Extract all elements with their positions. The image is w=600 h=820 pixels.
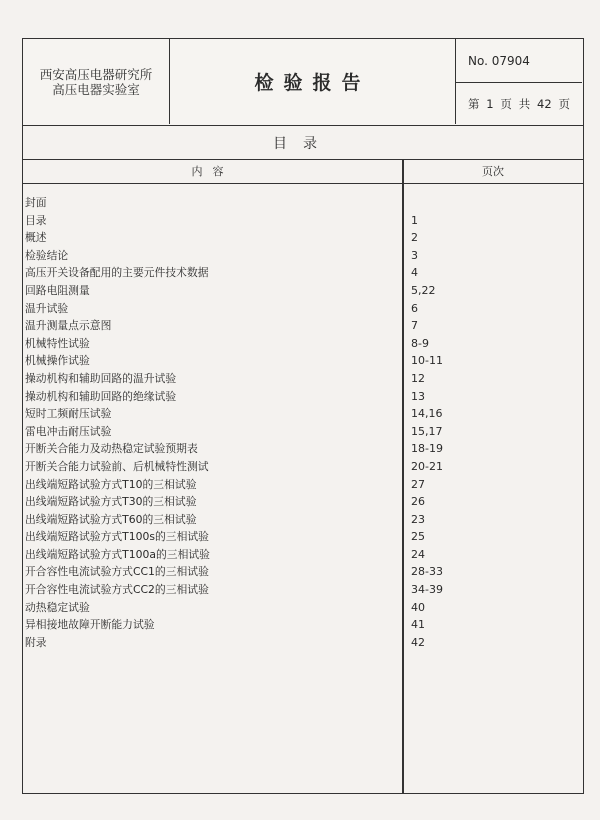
contents-row-page: 18-19 [411, 442, 443, 456]
contents-row-title: 开合容性电流试验方式CC2的三相试验 [25, 583, 209, 597]
organization-cell [23, 39, 170, 124]
column-page-header: 页次 [482, 165, 504, 178]
contents-row-page: 14,16 [411, 407, 443, 421]
contents-row [23, 405, 583, 423]
contents-row [23, 370, 583, 388]
contents-row-title: 封面 [25, 196, 47, 209]
contents-row [23, 423, 583, 441]
contents-row [23, 247, 583, 265]
contents-row-page: 34-39 [411, 583, 443, 597]
contents-row [23, 282, 583, 300]
contents-title: 目录 [23, 126, 583, 160]
contents-row-page: 27 [411, 477, 425, 491]
contents-row-page: 10-11 [411, 354, 443, 368]
contents-row-title: 出线端短路试验方式T30的三相试验 [25, 495, 197, 509]
contents-row [23, 317, 583, 335]
contents-row-page: 40 [411, 600, 425, 614]
contents-row-page: 26 [411, 495, 425, 509]
contents-row [23, 634, 583, 652]
contents-row-title: 出线端短路试验方式T100a的三相试验 [25, 547, 210, 561]
report-header [22, 38, 584, 126]
contents-row [23, 458, 583, 476]
contents-row [23, 546, 583, 564]
contents-row [23, 616, 583, 634]
contents-row-page: 25 [411, 530, 425, 544]
report-number: No. 07904 [456, 39, 582, 83]
contents-row-title: 短时工频耐压试验 [25, 407, 112, 421]
contents-row-page: 13 [411, 389, 425, 403]
contents-row [23, 212, 583, 230]
contents-row-title: 动热稳定试验 [25, 600, 90, 614]
contents-row [23, 493, 583, 511]
contents-row-page: 41 [411, 618, 425, 632]
page-total: 42 [537, 96, 552, 111]
contents-row [23, 599, 583, 617]
contents-rows [23, 194, 583, 651]
contents-row-title: 高压开关设备配用的主要元件技术数据 [25, 266, 209, 280]
contents-row [23, 440, 583, 458]
page-label-ye: 页 [500, 96, 512, 111]
contents-row [23, 528, 583, 546]
contents-row-page: 42 [411, 635, 425, 649]
contents-column-header [23, 160, 583, 184]
contents-row-title: 操动机构和辅助回路的温升试验 [25, 371, 177, 385]
contents-row [23, 229, 583, 247]
page-label-gong: 共 [518, 96, 531, 111]
contents-row-page: 6 [411, 301, 418, 315]
contents-row-title: 雷电冲击耐压试验 [25, 424, 112, 438]
contents-row-page: 23 [411, 512, 425, 526]
contents-row [23, 388, 583, 406]
page-label-di: 第 [468, 96, 480, 111]
contents-row [23, 511, 583, 529]
contents-row-page: 7 [411, 319, 418, 333]
contents-row-page: 2 [411, 231, 418, 245]
contents-row-page: 12 [411, 371, 425, 385]
page-current: 1 [486, 96, 494, 111]
contents-row-title: 异相接地故障开断能力试验 [25, 618, 155, 632]
contents-row-page: 1 [411, 213, 418, 227]
laboratory-name: 高压电器实验室 [52, 81, 140, 97]
contents-row-title: 出线端短路试验方式T100s的三相试验 [25, 530, 209, 544]
contents-row-title: 开断关合能力及动热稳定试验预期表 [25, 442, 198, 456]
page-indicator [456, 83, 582, 124]
contents-row [23, 264, 583, 282]
page-label-ye-2: 页 [558, 96, 570, 111]
contents-row-title: 出线端短路试验方式T60的三相试验 [25, 512, 197, 526]
column-content-header: 内容 [191, 165, 234, 178]
contents-row-page: 5,22 [411, 283, 436, 297]
organization-name: 西安高压电器研究所 [39, 66, 153, 82]
contents-row [23, 563, 583, 581]
contents-row [23, 194, 583, 212]
contents-row-title: 机械特性试验 [25, 336, 90, 350]
contents-row-page: 28-33 [411, 565, 443, 579]
contents-row-title: 操动机构和辅助回路的绝缘试验 [25, 389, 177, 403]
contents-row-title: 温升测量点示意图 [25, 319, 112, 333]
contents-row [23, 581, 583, 599]
contents-row-title: 机械操作试验 [25, 354, 90, 368]
contents-row-title: 开合容性电流试验方式CC1的三相试验 [25, 565, 209, 579]
contents-row-title: 目录 [25, 213, 47, 227]
contents-row-title: 检验结论 [25, 248, 69, 262]
contents-row-title: 概述 [25, 231, 47, 245]
report-meta-cell [456, 39, 582, 124]
contents-row-title: 出线端短路试验方式T10的三相试验 [25, 477, 197, 491]
table-of-contents [22, 126, 584, 794]
contents-row-page: 24 [411, 547, 425, 561]
contents-row-page: 3 [411, 248, 418, 262]
contents-row [23, 352, 583, 370]
contents-row [23, 476, 583, 494]
contents-row-page: 20-21 [411, 459, 443, 473]
contents-row-title: 附录 [25, 635, 47, 649]
contents-row-page: 15,17 [411, 424, 443, 438]
report-title: 检验报告 [254, 72, 371, 94]
contents-row-title: 回路电阻测量 [25, 283, 90, 297]
contents-row-page: 8-9 [411, 336, 429, 350]
title-cell [170, 39, 456, 124]
contents-row-page: 4 [411, 266, 418, 280]
contents-row [23, 300, 583, 318]
contents-row-title: 开断关合能力试验前、后机械特性测试 [25, 459, 209, 473]
contents-row [23, 335, 583, 353]
contents-row-title: 温升试验 [25, 301, 69, 315]
